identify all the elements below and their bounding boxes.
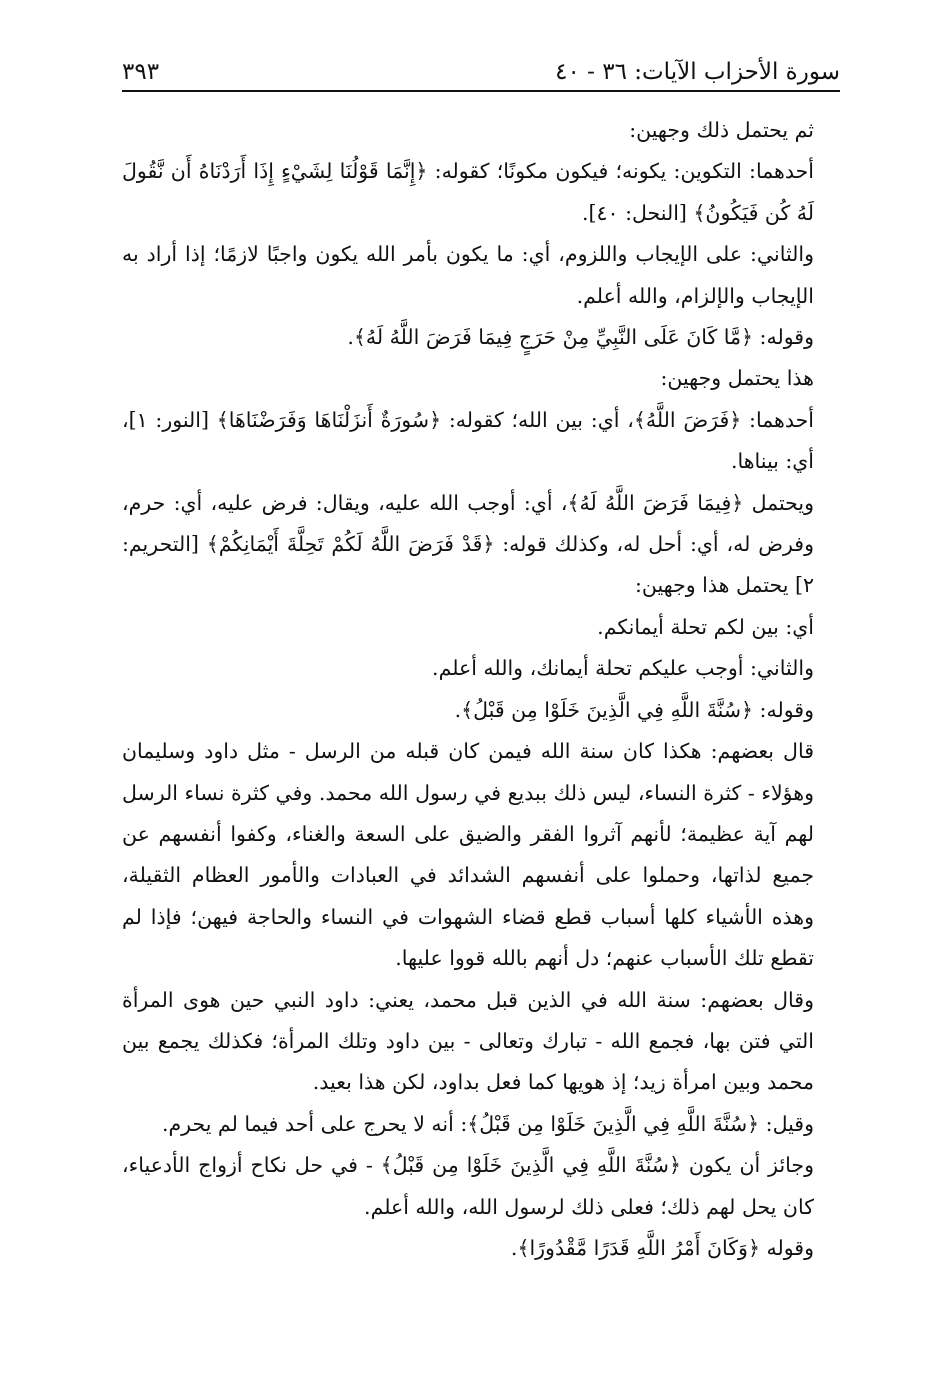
- header-rule: [122, 90, 840, 92]
- paragraph: أحدهما: التكوين: يكونه؛ فيكون مكونًا؛ كقوله: ﴿إِنَّمَا قَوْلُنَا لِشَيْءٍ إِذَا أَرَدْنَاهُ أَن نَّقُولَ لَهُ كُن فَيَكُونُ﴾ [النحل: ٤٠].: [122, 159, 814, 225]
- paragraph: أحدهما: ﴿فَرَضَ اللَّهُ﴾، أي: بين الله؛ كقوله: ﴿سُورَةٌ أَنزَلْنَاهَا وَفَرَضْنَاهَا﴾ [النور: ١]، أي: بيناها.: [122, 407, 814, 474]
- page-number: ٣٩٣: [122, 59, 160, 85]
- running-title: سورة الأحزاب الآيات: ٣٦ - ٤٠: [555, 59, 840, 85]
- paragraph: هذا يحتمل وجهين:: [660, 366, 814, 391]
- paragraph: والثاني: أوجب عليكم تحلة أيمانك، والله أعلم.: [432, 656, 814, 681]
- paragraph: وقوله ﴿وَكَانَ أَمْرُ اللَّهِ قَدَرًا مَّقْدُورًا﴾.: [510, 1235, 814, 1260]
- page-header: [122, 54, 840, 90]
- paragraph: وقال بعضهم: سنة الله في الذين قبل محمد، يعني: داود النبي حين هوى المرأة التي فتن بها، فجمع الله - تبارك وتعالى - بين داود وتلك المرأة؛ فكذلك يجمع بين محمد وبين امرأة زيد؛ إذ هويها كما فعل بداود، لكن هذا بعيد.: [122, 987, 814, 1095]
- page-body: [122, 110, 840, 1269]
- paragraph: ثم يحتمل ذلك وجهين:: [629, 118, 814, 142]
- paragraph: وقوله: ﴿مَّا كَانَ عَلَى النَّبِيِّ مِنْ حَرَجٍ فِيمَا فَرَضَ اللَّهُ لَهُ﴾.: [347, 325, 814, 350]
- paragraph: والثاني: على الإيجاب واللزوم، أي: ما يكون بأمر الله يكون واجبًا لازمًا؛ إذا أراد به الإيجاب والإلزام، والله أعلم.: [122, 242, 814, 308]
- paragraph: قال بعضهم: هكذا كان سنة الله فيمن كان قبله من الرسل - مثل داود وسليمان وهؤلاء - كثرة النساء، ليس ذلك ببديع في رسول الله محمد. وفي كثرة نساء الرسل لهم آية عظيمة؛ لأنهم آثروا الفقر والضيق على السعة والغناء، وكفوا أنفسهم عن جميع لذاتها، وحملوا على أنفسهم الشدائد في العبادات والأمور العظام الثقيلة، وهذه الأشياء كلها أسباب قطع قضاء الشهوات في النساء والحاجة فيهن؛ فإذا لم تقطع تلك الأسباب عنهم؛ دل أنهم بالله قووا عليها.: [122, 739, 814, 971]
- paragraph: ويحتمل ﴿فِيمَا فَرَضَ اللَّهُ لَهُ﴾، أي: أوجب الله عليه، ويقال: فرض عليه، أي: حرم، وفرض له، أي: أحل له، وكذلك قوله: ﴿قَدْ فَرَضَ اللَّهُ لَكُمْ تَحِلَّةَ أَيْمَانِكُمْ﴾ [التحريم: ٢] يحتمل هذا وجهين:: [122, 490, 814, 598]
- paragraph: وقوله: ﴿سُنَّةَ اللَّهِ فِي الَّذِينَ خَلَوْا مِن قَبْلُ﴾.: [454, 697, 814, 722]
- paragraph: وجائز أن يكون ﴿سُنَّةَ اللَّهِ فِي الَّذِينَ خَلَوْا مِن قَبْلُ﴾ - في حل نكاح أزواج الأدعياء، كان يحل لهم ذلك؛ فعلى ذلك لرسول الله، والله أعلم.: [122, 1153, 814, 1219]
- paragraph: وقيل: ﴿سُنَّةَ اللَّهِ فِي الَّذِينَ خَلَوْا مِن قَبْلُ﴾: أنه لا يحرج على أحد فيما لم يحرم.: [161, 1111, 814, 1136]
- paragraph: أي: بين لكم تحلة أيمانكم.: [597, 614, 814, 639]
